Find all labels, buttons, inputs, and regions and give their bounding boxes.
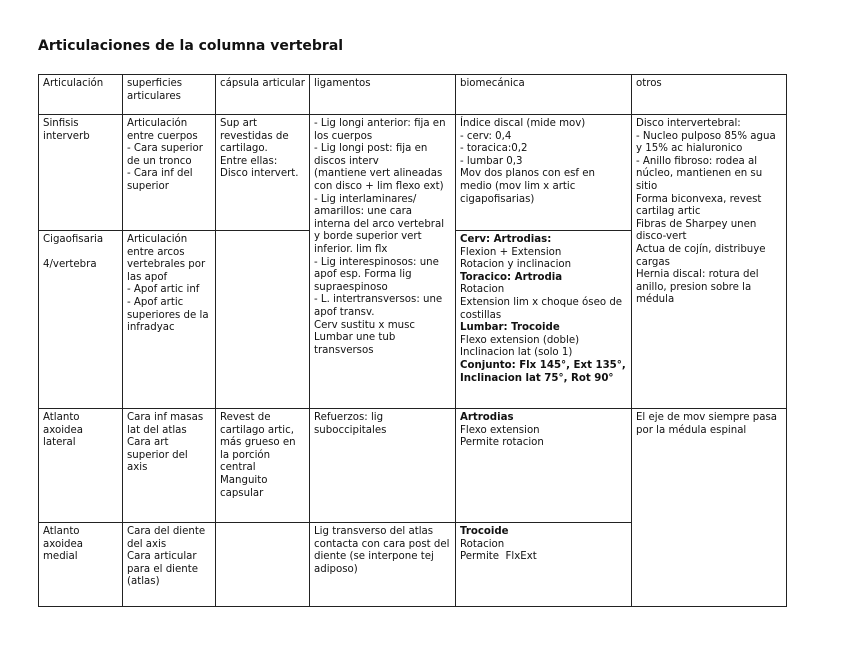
cell-line: Flexo extension: [460, 424, 540, 436]
cell-heading: Conjunto: Flx 145°, Ext 135°, Inclinacion lat 75°, Rot 90°: [460, 359, 630, 384]
cell-line: Mov dos planos con esf en medio (mov lim x artic cigapofisarias): [460, 168, 599, 205]
cell-line: Cara articular para el diente (atlas): [127, 551, 202, 588]
cell-line: Flexion + Extension: [460, 246, 562, 258]
cell-line: - Lig longi post: fija en discos interv: [314, 143, 431, 167]
header-cell: otros: [632, 75, 787, 115]
capsula-cell: [216, 231, 310, 409]
cell-line: - lumbar 0,3: [460, 155, 523, 167]
cell-line: Hernia discal: rotura del anillo, presion sobre la médula: [636, 269, 762, 306]
cell-line: Índice discal (mide mov): [460, 118, 586, 129]
capsula-cell: [216, 115, 310, 231]
cell-line: Refuerzos: lig suboccipitales: [314, 412, 387, 436]
articulation-name: Atlanto axoidea lateral: [39, 409, 123, 523]
cell-heading: Cerv: Artrodias:: [460, 234, 552, 245]
capsula-cell: [216, 409, 310, 523]
articulation-name-text: Cigaofisaria: [43, 234, 104, 245]
superficies-cell: [123, 409, 216, 523]
articulation-subname: 4/vertebra: [43, 258, 97, 270]
cell-line: - Cara inf del superior: [127, 168, 196, 192]
cell-line: El eje de mov siempre pasa por la médula espinal: [636, 412, 781, 436]
cell-line: Forma biconvexa, revest cartilag artic: [636, 193, 765, 218]
cell-line: Flexo extension (doble): [460, 334, 580, 346]
ligamentos-cell: [310, 523, 456, 607]
articulation-name: [39, 231, 123, 409]
cell-heading: Lumbar: Trocoide: [460, 322, 560, 334]
cell-line: Articulación entre arcos vertebrales por las apof: [127, 234, 209, 283]
table-row: [39, 115, 787, 231]
cell-line: - Lig interespinosos: une apof esp. Forma lig supraespinoso: [314, 256, 443, 293]
cell-line: Cara art superior del axis: [127, 437, 191, 474]
cell-heading: Trocoide: [460, 526, 509, 537]
header-cell: superficies articulares: [123, 75, 216, 115]
cell-line: Rotacion: [460, 284, 505, 296]
header-cell: Articulación: [39, 75, 123, 115]
cell-line: - Apof artic inf: [127, 284, 200, 296]
otros-cell: [632, 115, 787, 409]
cell-line: Revest de cartilago artic, más grueso en la porción central: [220, 412, 299, 474]
cell-line: - Lig interlaminares/ amarillos: une cara interna del arco vertebral y borde superior vert inferior. lim flx: [314, 193, 448, 255]
cell-line: Fibras de Sharpey unen disco-vert: [636, 218, 760, 243]
cell-heading: Artrodias: [460, 412, 514, 423]
table-row: [39, 409, 787, 523]
cell-line: - toracica:0,2: [460, 143, 528, 155]
cell-line: Sup art revestidas de cartilago.: [220, 118, 292, 155]
cell-line: - Cara superior de un tronco: [127, 143, 207, 167]
articulation-name: Atlanto axoidea medial: [39, 523, 123, 607]
cell-line: - cerv: 0,4: [460, 130, 512, 142]
cell-line: - Apof artic superiores de la infradyac: [127, 296, 212, 334]
biomecanica-cell: [456, 231, 632, 409]
cell-line: Cerv sustitu x musc: [314, 319, 415, 331]
cell-line: Permite rotacion: [460, 437, 544, 449]
cell-line: Disco intervertebral:: [636, 118, 741, 129]
cell-line: Entre ellas: Disco intervert.: [220, 155, 299, 180]
cell-line: Lumbar une tub transversos: [314, 332, 399, 356]
header-cell: cápsula articular: [216, 75, 310, 115]
cell-line: (mantiene vert alineadas con disco + lim flexo ext): [314, 168, 446, 192]
cell-line: Inclinacion lat (solo 1): [460, 347, 573, 359]
cell-line: Permite FlxExt: [460, 551, 537, 563]
header-cell: ligamentos: [310, 75, 456, 115]
articulations-table: [38, 74, 787, 607]
cell-line: - Lig longi anterior: fija en los cuerpos: [314, 118, 449, 142]
ligamentos-cell: [310, 115, 456, 409]
cell-line: Lig transverso del atlas contacta con cara post del diente (se interpone tej adiposo): [314, 526, 453, 575]
articulation-name: Sinfisis interverb: [39, 115, 123, 231]
biomecanica-cell: [456, 409, 632, 523]
cell-line: Extension lim x choque óseo de costillas: [460, 296, 626, 321]
cell-line: - Nucleo pulposo 85% agua y 15% ac hialuronico: [636, 130, 779, 155]
superficies-cell: [123, 523, 216, 607]
cell-line: Cara del diente del axis: [127, 526, 209, 550]
biomecanica-cell: [456, 115, 632, 231]
cell-line: Cara inf masas lat del atlas: [127, 412, 207, 436]
cell-line: Rotacion y inclinacion: [460, 259, 572, 271]
cell-heading: Toracico: Artrodia: [460, 271, 563, 283]
page-title: Articulaciones de la columna vertebral: [38, 38, 344, 54]
superficies-cell: [123, 231, 216, 409]
cell-line: - Anillo fibroso: rodea al núcleo, mantienen en su sitio: [636, 155, 766, 192]
biomecanica-cell: [456, 523, 632, 607]
cell-line: Articulación entre cuerpos: [127, 118, 198, 142]
otros-cell: [632, 409, 787, 607]
header-cell: biomecánica: [456, 75, 632, 115]
cell-line: Manguito capsular: [220, 474, 271, 499]
cell-line: Actua de cojín, distribuye cargas: [636, 243, 769, 268]
cell-line: Rotacion: [460, 538, 505, 550]
superficies-cell: [123, 115, 216, 231]
cell-line: - L. intertransversos: une apof transv.: [314, 294, 446, 318]
ligamentos-cell: [310, 409, 456, 523]
capsula-cell: [216, 523, 310, 607]
header-row: [39, 75, 787, 115]
